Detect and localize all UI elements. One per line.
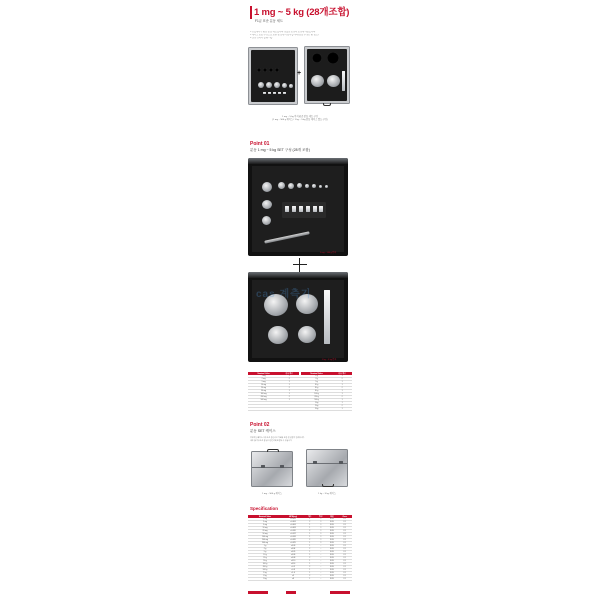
- table-cell: 1: [304, 572, 315, 575]
- table-cell: SUS: [326, 527, 337, 530]
- table-cell: 1: [304, 536, 315, 539]
- table-cell: SUS: [326, 533, 337, 536]
- table-cell: SUS: [326, 563, 337, 566]
- table-cell: SUS: [326, 548, 337, 551]
- composition-table: [248, 372, 352, 411]
- point-02-label: Point 02: [250, 422, 270, 428]
- table-cell: 2: [279, 387, 299, 390]
- table-cell: 2: [332, 378, 352, 381]
- table-cell: 2: [304, 521, 315, 524]
- table-cell: ±0.020: [282, 539, 304, 542]
- table-cell: ○: [315, 578, 326, 581]
- case-handle: [322, 484, 334, 487]
- footer-accent-bar: [330, 591, 350, 594]
- table-cell: SUS: [326, 578, 337, 581]
- table-cell: 1: [304, 533, 315, 536]
- table-cell: 5 mg: [248, 381, 279, 384]
- table-cell: 5 g: [248, 551, 282, 554]
- table-cell: 1: [304, 524, 315, 527]
- table-header-cell: 개수: [304, 515, 315, 518]
- table-cell: 20 g: [301, 387, 332, 390]
- table-cell: 2 kg: [301, 405, 332, 408]
- table-cell: 5 kg: [248, 578, 282, 581]
- table-cell: 100 g: [301, 393, 332, 396]
- photo-stamp: 1 kg ~ 5 kg 분동: [322, 359, 337, 361]
- table-cell: 1: [304, 527, 315, 530]
- table-cell: 2 mg: [248, 378, 279, 381]
- table-cell: F1: [337, 542, 352, 545]
- product-detail-page: [246, 0, 354, 600]
- table-cell: 20 g: [248, 557, 282, 560]
- table-cell: F1: [337, 533, 352, 536]
- table-cell: SUS: [326, 536, 337, 539]
- table-header-cell: 형상: [315, 515, 326, 518]
- table-cell: 1 g: [248, 545, 282, 548]
- table-cell: □: [315, 533, 326, 536]
- table-cell: SUS: [326, 566, 337, 569]
- case-handle: [267, 449, 279, 452]
- table-cell: ±0.025: [282, 542, 304, 545]
- case-caption: 1 kg ~ 5 kg 케이스: [318, 493, 336, 495]
- table-cell: F1: [337, 536, 352, 539]
- table-cell: F1: [337, 521, 352, 524]
- table-cell: 1: [279, 399, 299, 402]
- table-cell: ○: [315, 548, 326, 551]
- table-cell: 2: [332, 405, 352, 408]
- table-cell: 500 g: [301, 399, 332, 402]
- table-cell: 2 g: [248, 548, 282, 551]
- table-cell: ○: [315, 563, 326, 566]
- table-cell: ○: [315, 566, 326, 569]
- table-cell: SUS: [326, 530, 337, 533]
- table-cell: [279, 408, 299, 411]
- plus-icon: [293, 258, 307, 272]
- table-header-cell: 재질: [326, 515, 337, 518]
- table-cell: 2: [304, 539, 315, 542]
- table-header-cell: Nominal Value: [248, 372, 279, 375]
- table-cell: ±0.010: [282, 530, 304, 533]
- note-line: 3.교정 성적서 발행 가능: [250, 37, 273, 40]
- table-cell: F1: [337, 524, 352, 527]
- table-cell: 2: [332, 387, 352, 390]
- point-01-subtitle: 분동 1 mg ~ 5 kg SET 구성 (28개 조합): [250, 148, 310, 152]
- table-cell: ○: [315, 554, 326, 557]
- table-cell: 2: [304, 530, 315, 533]
- table-cell: ±0.012: [282, 533, 304, 536]
- table-cell: SUS: [326, 575, 337, 578]
- table-cell: F1: [337, 578, 352, 581]
- table-header-cell: MPE(mg): [282, 515, 304, 518]
- small-weights-case-photo: [248, 47, 298, 105]
- table-cell: 200 g: [248, 566, 282, 569]
- table-cell: 1: [332, 399, 352, 402]
- table-cell: [248, 408, 279, 411]
- table-cell: F1: [337, 575, 352, 578]
- table-cell: 200 g: [301, 396, 332, 399]
- table-cell: ○: [315, 569, 326, 572]
- table-cell: 200 mg: [248, 396, 279, 399]
- table-cell: SUS: [326, 569, 337, 572]
- table-cell: F1: [337, 530, 352, 533]
- table-cell: 1: [332, 402, 352, 405]
- table-cell: 1 kg: [301, 402, 332, 405]
- table-cell: ±0.006: [282, 524, 304, 527]
- table-cell: 50 mg: [248, 533, 282, 536]
- table-cell: ±0.06: [282, 554, 304, 557]
- table-cell: SUS: [326, 557, 337, 560]
- note-line: 2.케이스 포함 구성으로 보관 및 운반이 용이합니다 (분동 구성은 표 참고): [250, 34, 319, 37]
- table-cell: 1 mg: [248, 518, 282, 521]
- table-cell: 1: [279, 375, 299, 378]
- table-cell: 1: [304, 563, 315, 566]
- table-cell: 2: [304, 557, 315, 560]
- table-cell: ±0.006: [282, 521, 304, 524]
- table-cell: 1: [332, 384, 352, 387]
- specification-label: Specification: [250, 506, 279, 511]
- table-cell: 1: [304, 569, 315, 572]
- tweezers: [264, 231, 310, 243]
- table-cell: ±1.6: [282, 572, 304, 575]
- table-cell: 100 mg: [248, 393, 279, 396]
- table-cell: ±0.3: [282, 566, 304, 569]
- table-cell: 50 g: [301, 390, 332, 393]
- table-cell: ±3: [282, 575, 304, 578]
- table-header-cell: Nominal Value: [301, 372, 332, 375]
- table-cell: 2: [332, 396, 352, 399]
- table-cell: SUS: [326, 524, 337, 527]
- table-cell: 1: [304, 560, 315, 563]
- point-02-desc: 알루미늄 케이스 사용으로 튼튼하고 가벼워 보관 및 운반이 편리합니다: [250, 437, 305, 439]
- table-cell: SUS: [326, 572, 337, 575]
- table-cell: 1: [332, 408, 352, 411]
- table-cell: □: [315, 524, 326, 527]
- table-cell: SUS: [326, 551, 337, 554]
- table-cell: ±0.05: [282, 551, 304, 554]
- table-cell: 1: [304, 554, 315, 557]
- table-cell: F1: [337, 557, 352, 560]
- table-cell: 1 kg: [248, 572, 282, 575]
- table-cell: ○: [315, 572, 326, 575]
- table-cell: 20 mg: [248, 530, 282, 533]
- point-02-desc: 내부 폼 가공으로 분동을 안전하게 보관할 수 있습니다: [250, 440, 292, 442]
- table-cell: ○: [315, 545, 326, 548]
- table-cell: 1 g: [301, 375, 332, 378]
- table-cell: □: [315, 542, 326, 545]
- table-cell: F1: [337, 560, 352, 563]
- table-cell: 1: [332, 393, 352, 396]
- table-cell: 2: [304, 575, 315, 578]
- table-cell: F1: [337, 563, 352, 566]
- plus-icon: +: [297, 70, 302, 77]
- table-header-cell: Class: [337, 515, 352, 518]
- table-header-cell: 분동 개수: [279, 372, 299, 375]
- table-cell: 2: [304, 566, 315, 569]
- table-cell: □: [315, 539, 326, 542]
- table-row: [248, 578, 352, 581]
- table-cell: 1: [279, 381, 299, 384]
- table-header-cell: 분동 개수: [332, 372, 352, 375]
- table-cell: 10 g: [248, 554, 282, 557]
- table-cell: ○: [315, 575, 326, 578]
- table-cell: F1: [337, 545, 352, 548]
- top-photo-caption: 1 mg ~ 5 kg 까지 표준 분동 세트 구성: [282, 116, 318, 118]
- table-row: [248, 408, 352, 411]
- case-foam-liner: [251, 50, 295, 102]
- large-weights-case-photo: [304, 46, 350, 104]
- table-cell: 2: [279, 378, 299, 381]
- page-title: 1 mg ~ 5 kg (28개조합): [254, 7, 350, 18]
- table-cell: 2 kg: [248, 575, 282, 578]
- table-cell: ○: [315, 557, 326, 560]
- table-cell: ±8: [282, 578, 304, 581]
- small-aluminum-case-photo: [251, 451, 293, 487]
- footer-accent-bar: [286, 591, 296, 594]
- table-cell: ±0.006: [282, 518, 304, 521]
- table-cell: SUS: [326, 518, 337, 521]
- table-cell: 2: [279, 396, 299, 399]
- table-cell: ±0.16: [282, 563, 304, 566]
- table-cell: SUS: [326, 545, 337, 548]
- table-cell: 1: [332, 390, 352, 393]
- table-cell: F1: [337, 551, 352, 554]
- table-cell: 5 kg: [301, 408, 332, 411]
- small-set-open-case-photo: [248, 158, 348, 256]
- table-cell: 500 g: [248, 569, 282, 572]
- table-cell: ±0.08: [282, 557, 304, 560]
- table-cell: 100 mg: [248, 536, 282, 539]
- table-cell: 100 g: [248, 563, 282, 566]
- table-cell: ±0.10: [282, 560, 304, 563]
- table-cell: □: [315, 527, 326, 530]
- table-cell: 1: [304, 578, 315, 581]
- table-cell: 1: [332, 375, 352, 378]
- table-cell: 5 mg: [248, 524, 282, 527]
- table-cell: F1: [337, 554, 352, 557]
- table-cell: 1: [279, 384, 299, 387]
- product-notes: [250, 31, 354, 41]
- table-cell: 1: [304, 518, 315, 521]
- table-cell: 1: [279, 393, 299, 396]
- table-cell: 10 mg: [248, 384, 279, 387]
- table-cell: 500 mg: [248, 399, 279, 402]
- table-cell: SUS: [326, 554, 337, 557]
- table-cell: SUS: [326, 521, 337, 524]
- table-cell: ○: [315, 551, 326, 554]
- table-cell: F1: [337, 548, 352, 551]
- table-cell: 10 mg: [248, 527, 282, 530]
- table-cell: 1: [332, 381, 352, 384]
- table-cell: F1: [337, 572, 352, 575]
- table-cell: 2: [304, 548, 315, 551]
- table-cell: ±0.016: [282, 536, 304, 539]
- table-cell: SUS: [326, 539, 337, 542]
- table-cell: 1: [279, 390, 299, 393]
- table-cell: 20 mg: [248, 387, 279, 390]
- table-cell: SUS: [326, 560, 337, 563]
- table-cell: 1 mg: [248, 375, 279, 378]
- table-cell: 2 g: [301, 378, 332, 381]
- table-cell: 200 mg: [248, 539, 282, 542]
- note-line: 1.산업계측기 표준 분동 세트입니다 정밀한 보정과 교정에 사용합니다: [250, 31, 316, 33]
- page-subtitle: F1급 표준 분동 세트: [255, 19, 283, 23]
- table-cell: 10 g: [301, 384, 332, 387]
- table-cell: □: [315, 536, 326, 539]
- table-cell: ○: [315, 560, 326, 563]
- large-aluminum-case-photo: [306, 449, 348, 487]
- table-cell: F1: [337, 518, 352, 521]
- table-header-cell: Nominal Value: [248, 515, 282, 518]
- table-cell: 1: [304, 545, 315, 548]
- photo-stamp: 1 mg ~ 500 g 분동: [320, 252, 337, 254]
- table-cell: 1: [304, 542, 315, 545]
- title-accent-bar: [250, 6, 252, 19]
- table-cell: F1: [337, 566, 352, 569]
- case-caption: 1 mg ~ 500 g 케이스: [262, 493, 282, 495]
- table-cell: ±0.04: [282, 548, 304, 551]
- table-cell: ±0.03: [282, 545, 304, 548]
- table-cell: F1: [337, 527, 352, 530]
- table-cell: F1: [337, 569, 352, 572]
- table-cell: ±0.008: [282, 527, 304, 530]
- table-cell: 1: [304, 551, 315, 554]
- table-cell: ±0.8: [282, 569, 304, 572]
- watermark-logo: cas 계측기: [256, 289, 312, 300]
- table-cell: □: [315, 518, 326, 521]
- table-cell: F1: [337, 539, 352, 542]
- point-01-label: Point 01: [250, 141, 270, 147]
- table-cell: □: [315, 521, 326, 524]
- table-cell: SUS: [326, 542, 337, 545]
- table-cell: 50 mg: [248, 390, 279, 393]
- table-cell: □: [315, 530, 326, 533]
- case-handle: [323, 103, 330, 106]
- top-photo-caption-sub: (1 mg ~ 500 g 케이스 / 1 kg ~ 5 kg 분동 케이스 별도 구성): [272, 119, 328, 121]
- table-cell: 5 g: [301, 381, 332, 384]
- point-02-subtitle: 분동 SET 케이스: [250, 429, 276, 433]
- table-cell: 2 mg: [248, 521, 282, 524]
- footer-accent-bar: [248, 591, 268, 594]
- specification-table: [248, 515, 352, 581]
- table-cell: 500 mg: [248, 542, 282, 545]
- table-cell: 50 g: [248, 560, 282, 563]
